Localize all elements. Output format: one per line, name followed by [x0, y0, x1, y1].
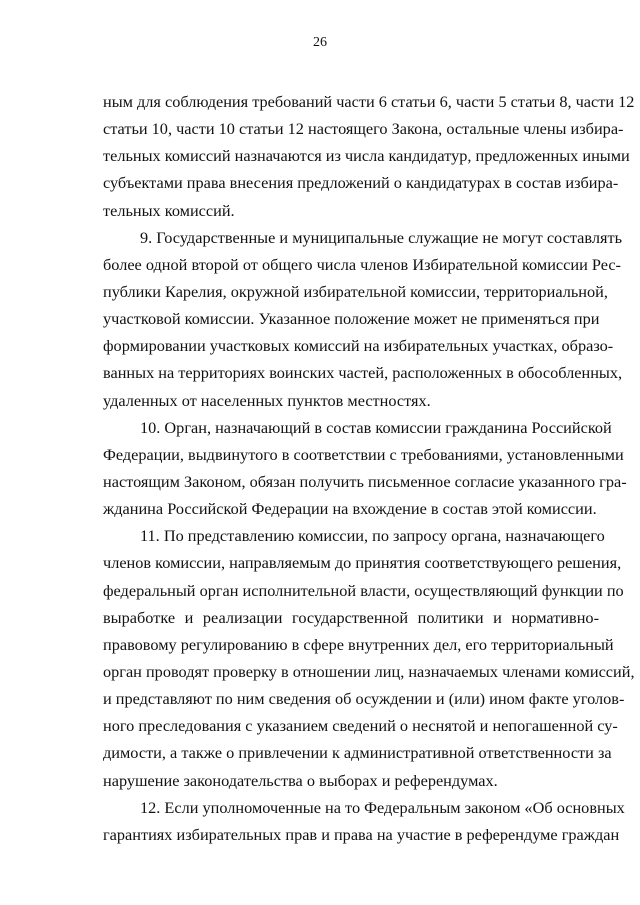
- text-line: федеральный орган исполнительной власти, осуществляющий функции по: [103, 580, 624, 600]
- text-line: тельных комиссий назначаются из числа кандидатур, предложенных иными: [103, 146, 630, 166]
- text-line: членов комиссии, направляемым до принятия соответствующего решения,: [103, 553, 622, 573]
- text-line: 10. Орган, назначающий в состав комиссии гражданина Российской: [140, 417, 612, 437]
- paragraph-10: [103, 414, 627, 523]
- text-line: 11. По представлению комиссии, по запросу органа, назначающего: [140, 526, 605, 546]
- paragraph-11: [103, 522, 635, 793]
- text-line: формировании участковых комиссий на избирательных участках, образо-: [103, 336, 614, 356]
- text-line: субъектами права внесения предложений о кандидатурах в состав избира-: [103, 173, 619, 193]
- paragraph-continuation: [103, 88, 635, 224]
- text-line: и представляют по ним сведения об осуждении и (или) ином факте уголов-: [103, 689, 625, 709]
- text-line: ванных на территориях воинских частей, расположенных в обособленных,: [103, 363, 623, 383]
- text-line: ным для соблюдения требований части 6 статьи 6, части 5 статьи 8, части 12: [103, 92, 635, 111]
- text-line: статьи 10, части 10 статьи 12 настоящего Закона, остальные члены избира-: [103, 119, 624, 139]
- paragraph-12: [103, 794, 625, 848]
- text-line: гарантиях избирательных прав и права на участие в референдуме граждан: [103, 824, 620, 844]
- text-line: правовому регулированию в сфере внутренних дел, его территориальный: [103, 634, 614, 654]
- text-line: 12. Если уполномоченные на то Федеральным законом «Об основных: [140, 797, 625, 817]
- text-line: орган проводят проверку в отношении лиц, назначаемых членами комиссий,: [103, 661, 635, 681]
- page-number: 26: [313, 35, 327, 50]
- text-line: выработке и реализации государственной политики и нормативно-: [103, 607, 599, 627]
- text-line: Федерации, выдвинутого в соответствии с требованиями, установленными: [103, 444, 624, 464]
- text-line: нарушение законодательства о выборах и референдумах.: [103, 770, 498, 790]
- text-line: 9. Государственные и муниципальные служащие не могут составлять: [140, 227, 622, 247]
- text-line: более одной второй от общего числа членов Избирательной комиссии Рес-: [103, 254, 621, 274]
- text-line: тельных комиссий.: [103, 200, 235, 220]
- text-line: настоящим Законом, обязан получить письменное согласие указанного гра-: [103, 471, 627, 491]
- paragraph-9: [103, 224, 623, 414]
- text-line: публики Карелия, окружной избирательной комиссии, территориальной,: [103, 281, 608, 301]
- text-line: удаленных от населенных пунктов местностях.: [103, 390, 431, 410]
- text-line: ного преследования с указанием сведений о неснятой и непогашенной су-: [103, 716, 618, 736]
- text-line: жданина Российской Федерации на вхождение в состав этой комиссии.: [103, 499, 597, 519]
- document-body: [103, 88, 635, 848]
- text-line: димости, а также о привлечении к административной ответственности за: [103, 743, 612, 763]
- text-line: участковой комиссии. Указанное положение может не применяться при: [103, 309, 600, 329]
